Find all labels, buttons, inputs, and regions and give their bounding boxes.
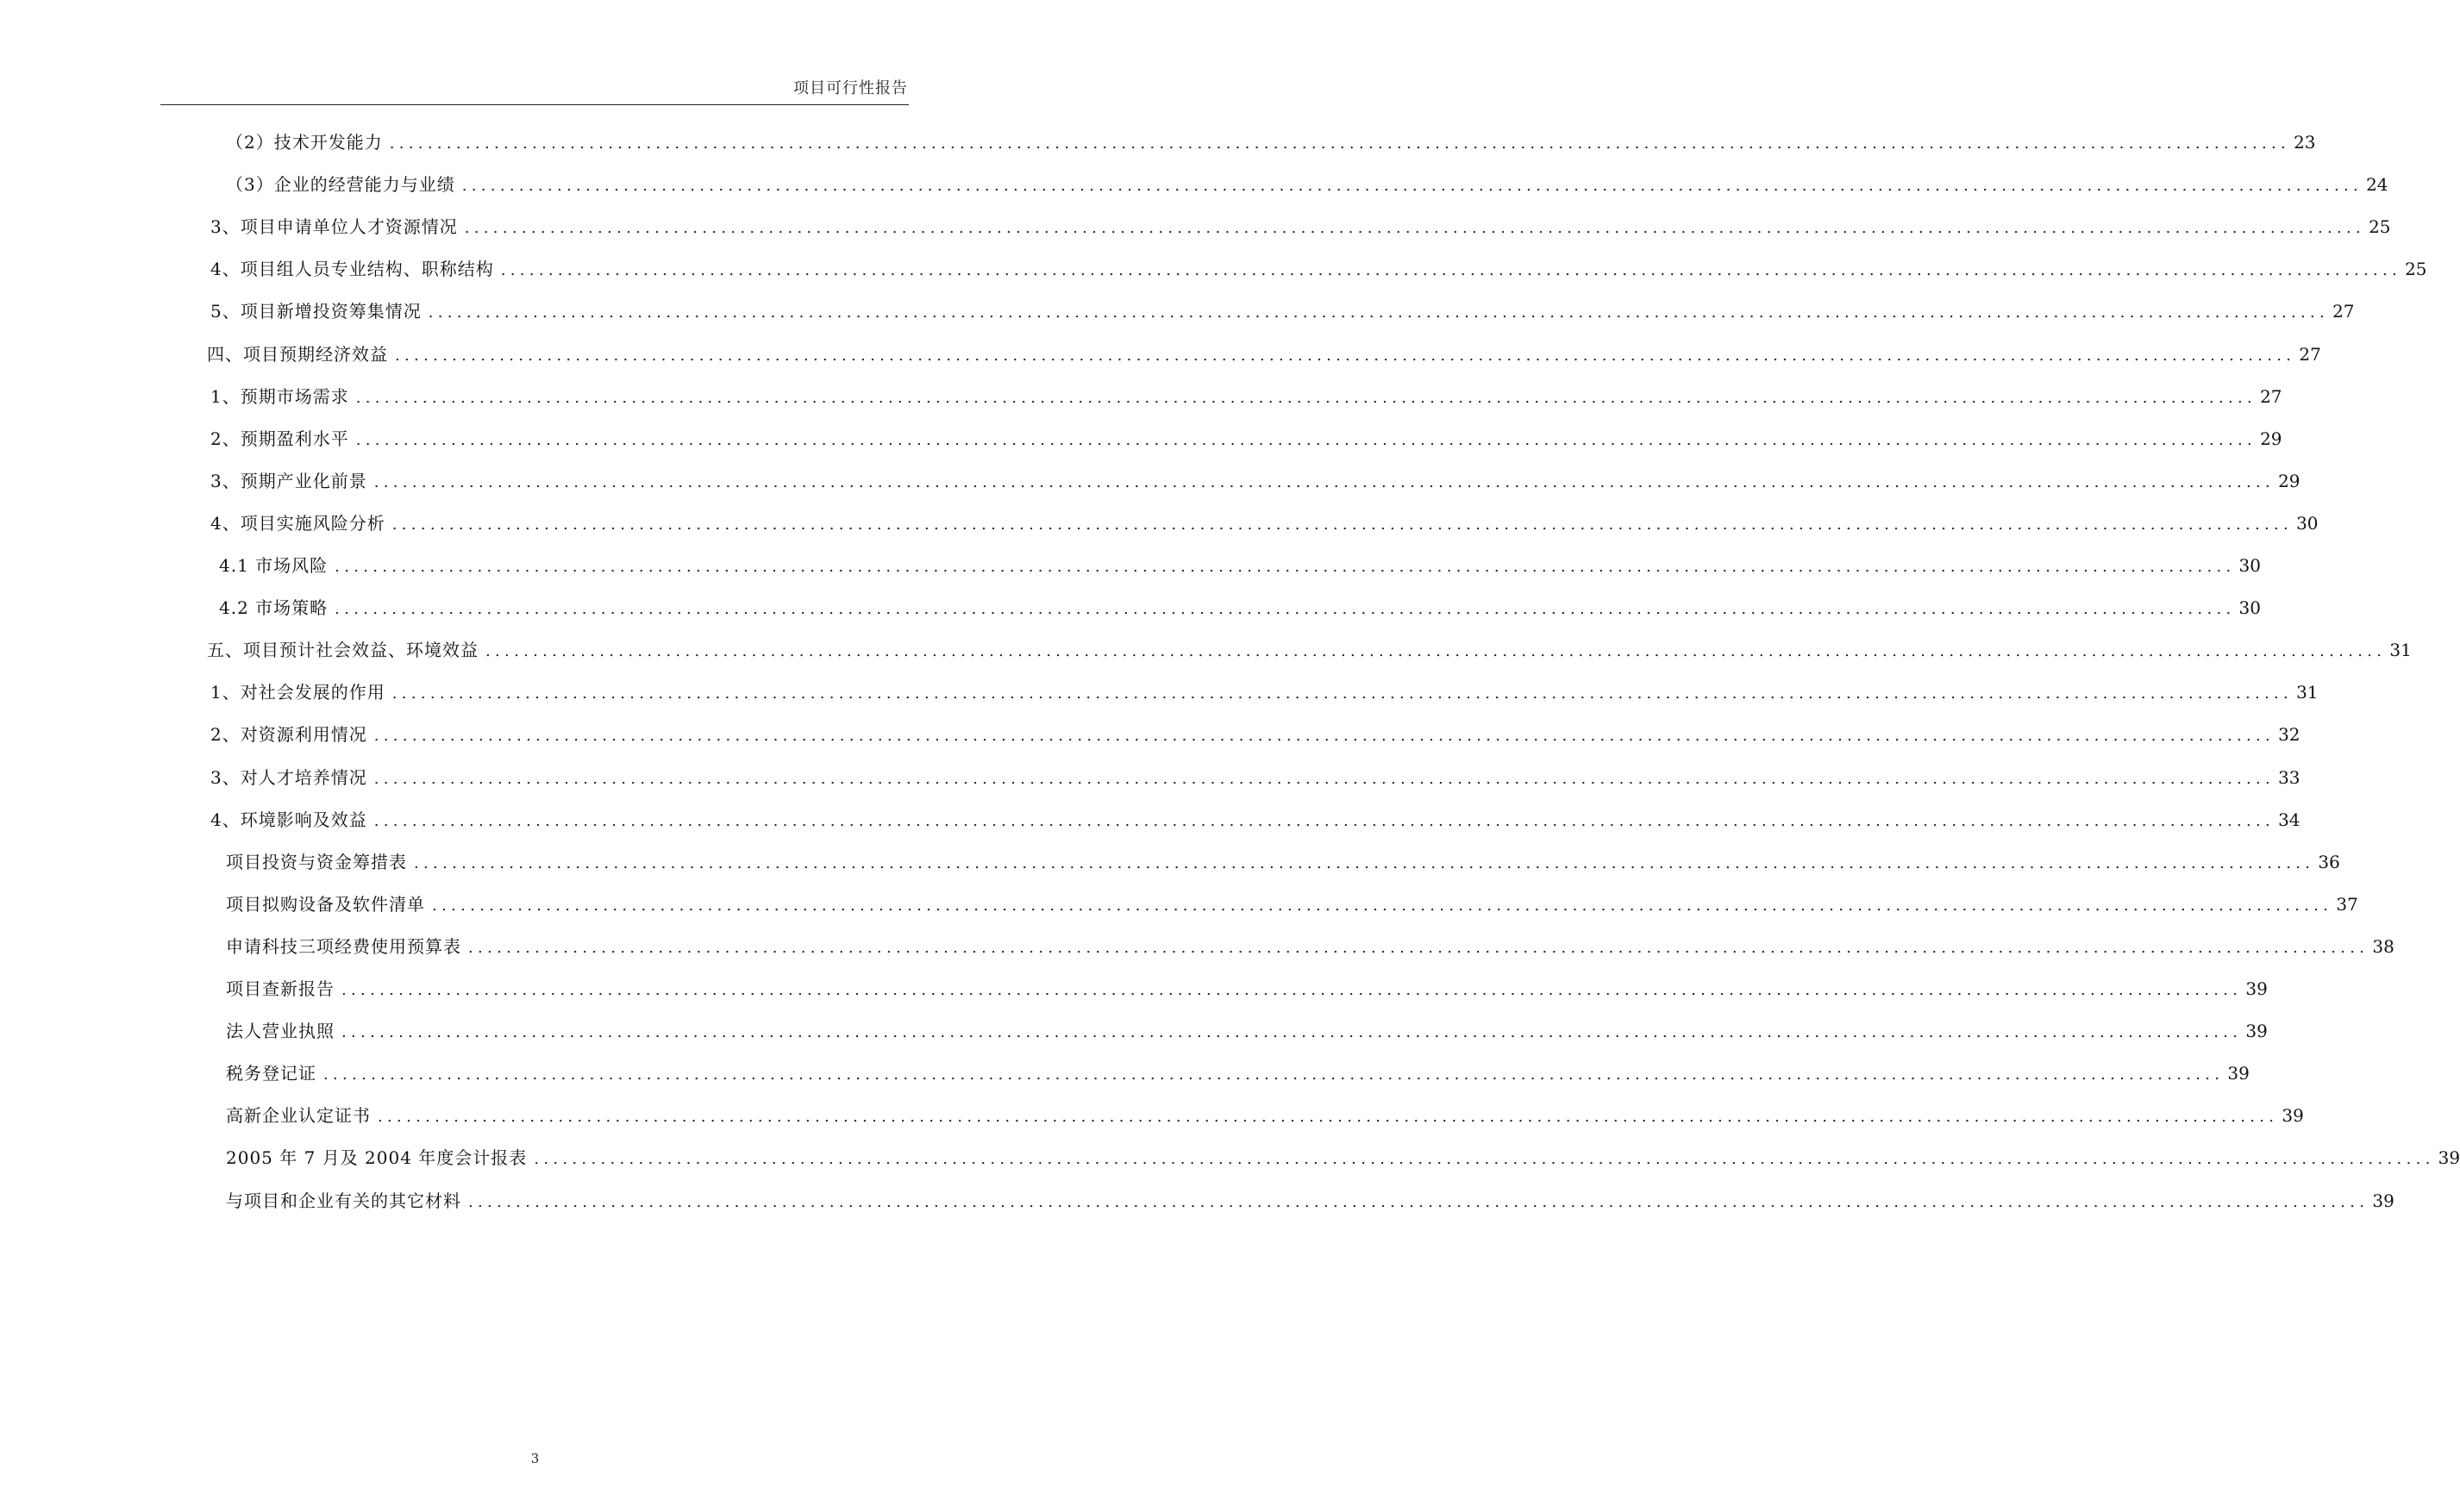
toc-entry-page: 38 xyxy=(2372,936,2394,957)
toc-entry-title: 4、项目组人员专业结构、职称结构 xyxy=(210,259,494,279)
toc-dot-leader: ........................................................................................................................................................................................................ xyxy=(534,1150,2435,1168)
toc-dot-leader: ........................................................................................................................................................................................................ xyxy=(323,1065,2225,1084)
toc-entry-title: 税务登记证 xyxy=(226,1063,316,1084)
toc-entry-title: 1、对社会发展的作用 xyxy=(210,682,385,703)
toc-dot-leader: ........................................................................................................................................................................................................ xyxy=(335,558,2236,576)
toc-entry-title: 3、对人才培养情况 xyxy=(210,767,367,788)
page-number: 3 xyxy=(530,1451,540,1466)
toc-entry[interactable] xyxy=(226,976,2268,1002)
toc-dot-leader: ........................................................................................................................................................................................................ xyxy=(373,770,2275,788)
toc-dot-leader: ........................................................................................................................................................................................................ xyxy=(341,1023,2243,1041)
toc-entry-title: 3、项目申请单位人才资源情况 xyxy=(210,216,458,237)
toc-entry[interactable] xyxy=(210,426,2282,452)
toc-entry-title: 4.2 市场策略 xyxy=(219,597,329,618)
toc-entry[interactable] xyxy=(210,298,2355,324)
toc-entry[interactable] xyxy=(210,765,2300,790)
toc-entry-title: 法人营业执照 xyxy=(226,1021,335,1041)
toc-entry-title: 四、项目预期经济效益 xyxy=(207,344,388,365)
toc-dot-leader: ........................................................................................................................................................................................................ xyxy=(461,177,2363,195)
toc-dot-leader: ........................................................................................................................................................................................................ xyxy=(373,812,2275,830)
toc-dot-leader: ........................................................................................................................................................................................................ xyxy=(414,854,2315,872)
toc-entry-page: 25 xyxy=(2405,259,2427,279)
toc-entry-title: 高新企业认定证书 xyxy=(226,1105,371,1126)
toc-entry[interactable] xyxy=(210,468,2300,494)
toc-entry-page: 39 xyxy=(2372,1190,2394,1211)
toc-entry[interactable] xyxy=(210,510,2319,536)
toc-entry[interactable] xyxy=(226,1060,2250,1086)
toc-entry-title: 与项目和企业有关的其它材料 xyxy=(226,1190,461,1211)
toc-entry-page: 37 xyxy=(2336,894,2358,915)
toc-entry-page: 30 xyxy=(2238,555,2261,576)
toc-dot-leader: ........................................................................................................................................................................................................ xyxy=(428,303,2330,322)
toc-entry[interactable] xyxy=(207,637,2412,663)
toc-entry[interactable] xyxy=(210,807,2300,833)
toc-entry[interactable] xyxy=(207,341,2321,367)
toc-entry-page: 30 xyxy=(2296,513,2319,534)
toc-dot-leader: ........................................................................................................................................................................................................ xyxy=(485,642,2387,660)
toc-entry-page: 31 xyxy=(2389,640,2412,660)
toc-dot-leader: ........................................................................................................................................................................................................ xyxy=(395,347,2296,365)
toc-entry-page: 27 xyxy=(2299,344,2321,365)
toc-entry[interactable] xyxy=(226,934,2394,959)
toc-entry[interactable] xyxy=(210,214,2391,240)
toc-dot-leader: ........................................................................................................................................................................................................ xyxy=(464,219,2366,237)
toc-entry[interactable] xyxy=(226,1188,2394,1214)
toc-dot-leader: ........................................................................................................................................................................................................ xyxy=(373,473,2275,491)
toc-entry[interactable] xyxy=(226,129,2316,155)
toc-dot-leader: ........................................................................................................................................................................................................ xyxy=(432,897,2333,915)
toc-entry-page: 27 xyxy=(2332,301,2355,322)
toc-entry[interactable] xyxy=(226,172,2388,197)
toc-entry-title: （3）企业的经营能力与业绩 xyxy=(226,174,455,195)
toc-entry[interactable] xyxy=(219,553,2261,578)
toc-entry-page: 39 xyxy=(2245,1021,2268,1041)
toc-entry-title: 4、环境影响及效益 xyxy=(210,809,367,830)
toc-entry[interactable] xyxy=(210,722,2300,747)
toc-entry-page: 36 xyxy=(2318,852,2340,872)
toc-entry-title: 4、项目实施风险分析 xyxy=(210,513,385,534)
toc-entry-title: 4.1 市场风险 xyxy=(219,555,329,576)
toc-entry-page: 32 xyxy=(2278,724,2300,745)
toc-entry-page: 30 xyxy=(2238,597,2261,618)
running-header-title: 项目可行性报告 xyxy=(793,79,908,97)
toc-entry[interactable] xyxy=(210,384,2282,409)
toc-entry-page: 23 xyxy=(2294,132,2316,153)
toc-entry-title: 项目查新报告 xyxy=(226,978,335,999)
toc-entry-title: 申请科技三项经费使用预算表 xyxy=(226,936,461,957)
toc-dot-leader: ........................................................................................................................................................................................................ xyxy=(355,389,2257,407)
toc-entry-page: 29 xyxy=(2260,428,2282,449)
toc-entry-title: 项目拟购设备及软件清单 xyxy=(226,894,425,915)
toc-entry-page: 25 xyxy=(2369,216,2391,237)
toc-entry-title: 5、项目新增投资筹集情况 xyxy=(210,301,422,322)
toc-entry-title: 2、预期盈利水平 xyxy=(210,428,349,449)
toc-entry-page: 29 xyxy=(2278,471,2300,491)
toc-entry-page: 24 xyxy=(2366,174,2388,195)
header-rule xyxy=(160,104,909,105)
toc-dot-leader: ........................................................................................................................................................................................................ xyxy=(341,981,2243,999)
toc-dot-leader: ........................................................................................................................................................................................................ xyxy=(391,515,2294,534)
toc-entry-page: 27 xyxy=(2260,386,2282,407)
toc-entry[interactable] xyxy=(226,1018,2268,1044)
toc-entry-page: 34 xyxy=(2278,809,2300,830)
toc-entry-title: （2）技术开发能力 xyxy=(226,132,383,153)
toc-dot-leader: ........................................................................................................................................................................................................ xyxy=(335,600,2236,618)
toc-entry-page: 39 xyxy=(2227,1063,2250,1084)
toc-entry-page: 39 xyxy=(2245,978,2268,999)
toc-entry-page: 39 xyxy=(2282,1105,2304,1126)
toc-entry-title: 项目投资与资金筹措表 xyxy=(226,852,407,872)
toc-entry-title: 2005 年 7 月及 2004 年度会计报表 xyxy=(226,1147,528,1168)
toc-entry-title: 2、对资源利用情况 xyxy=(210,724,367,745)
toc-entry[interactable] xyxy=(226,891,2358,917)
toc-entry-page: 33 xyxy=(2278,767,2300,788)
toc-entry[interactable] xyxy=(219,595,2261,621)
toc-entry[interactable] xyxy=(226,1103,2304,1128)
toc-dot-leader: ........................................................................................................................................................................................................ xyxy=(378,1108,2279,1126)
toc-dot-leader: ........................................................................................................................................................................................................ xyxy=(355,431,2257,449)
toc-dot-leader: ........................................................................................................................................................................................................ xyxy=(389,134,2291,153)
toc-entry-page: 39 xyxy=(2438,1147,2460,1168)
toc-entry[interactable] xyxy=(226,849,2340,875)
toc-entry-title: 1、预期市场需求 xyxy=(210,386,349,407)
toc-dot-leader: ........................................................................................................................................................................................................ xyxy=(468,939,2369,957)
toc-entry[interactable] xyxy=(226,1145,2460,1171)
toc-dot-leader: ........................................................................................................................................................................................................ xyxy=(373,727,2275,745)
toc-entry[interactable] xyxy=(210,256,2427,282)
toc-entry-title: 五、项目预计社会效益、环境效益 xyxy=(207,640,479,660)
toc-entry[interactable] xyxy=(210,679,2319,705)
toc-dot-leader: ........................................................................................................................................................................................................ xyxy=(468,1193,2369,1211)
toc-entry-title: 3、预期产业化前景 xyxy=(210,471,367,491)
toc-entry-page: 31 xyxy=(2296,682,2319,703)
toc-dot-leader: ........................................................................................................................................................................................................ xyxy=(391,684,2294,703)
toc-dot-leader: ........................................................................................................................................................................................................ xyxy=(500,261,2402,279)
